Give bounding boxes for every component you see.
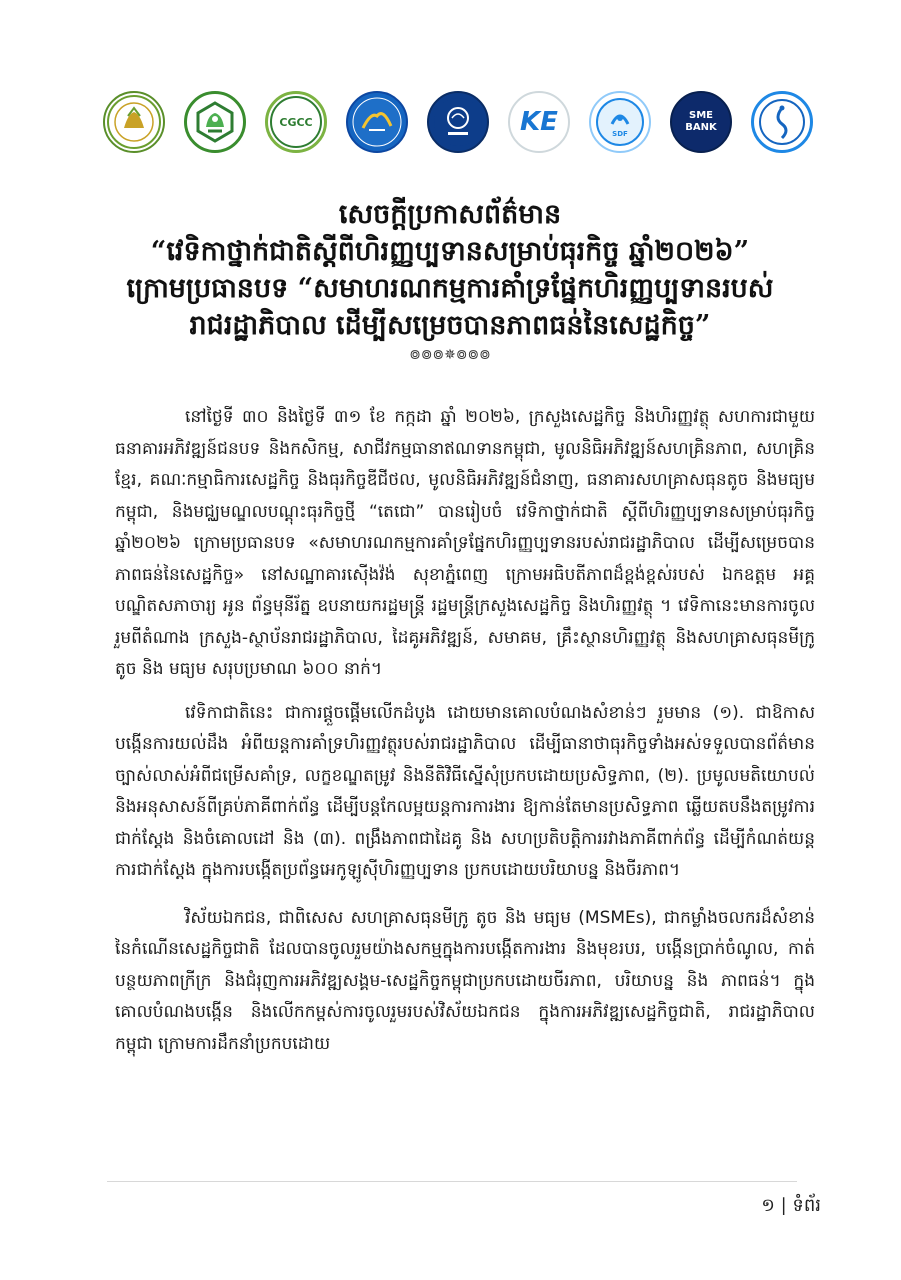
ardb-logo — [184, 91, 246, 153]
sme-bank-logo — [670, 91, 732, 153]
title-ornament: ៙៙៙✵៙៙៙ — [409, 347, 491, 363]
title-line-1: សេចក្តីប្រកាសព័ត៌មាន — [338, 199, 562, 230]
partner-logos-row — [103, 86, 813, 158]
sme-bank-logo-text: SME BANK — [685, 110, 717, 133]
ke-logo-text: KE — [520, 107, 558, 137]
title-line-3: ក្រោមប្រធានបទ “សមាហរណកម្មការគាំទ្រផ្នែកហិរញ្ញប្បទានរបស់ — [126, 273, 774, 304]
skills-development-fund-logo — [589, 91, 651, 153]
press-release-body — [115, 402, 815, 1072]
page-number: ១ | ទំព័រ — [761, 1195, 821, 1216]
title-line-4: រាជរដ្ឋាភិបាល ដើម្បីសម្រេចបានភាពធន់នៃសេដ្ឋកិច្ច” — [189, 310, 711, 341]
cgcc-logo — [265, 91, 327, 153]
techo-startup-center-logo — [751, 91, 813, 153]
ke-logo — [508, 91, 570, 153]
cgcc-logo-text: CGCC — [279, 115, 313, 129]
title-line-2: “វេទិកាថ្នាក់ជាតិស្តីពីហិរញ្ញប្បទានសម្រាប់ធុរកិច្ច ឆ្នាំ២០២៦” — [150, 236, 750, 267]
sme-fund-logo — [346, 91, 408, 153]
agriculture-development-logo — [427, 91, 489, 153]
paragraph-3: វិស័យឯកជន, ជាពិសេស សហគ្រាសធុនមីក្រូ តូច និង មធ្យម (MSMEs), ជាកម្លាំងចលករដ៏សំខាន់ នៃកំណើនសេដ្ឋកិច្ចជាតិ ដែលបានចូលរួមយ៉ាងសកម្មក្នុងការបង្កើតការងារ និងមុខរបរ, បង្កើនប្រាក់ចំណូល, កាត់បន្ថយភាពក្រីក្រ និងជំរុញការអភិវឌ្ឍសង្គម-សេដ្ឋកិច្ចកម្ពុជាប្រកបដោយចីរភាព, បរិយាបន្ន និង ភាពធន់។ ក្នុងគោលបំណងបង្កើន និងលើកកម្ពស់ការចូលរួមរបស់វិស័យឯកជន ក្នុងការអភិវឌ្ឍសេដ្ឋកិច្ចជាតិ, រាជរដ្ឋាភិបាលកម្ពុជា ក្រោមការដឹកនាំប្រកបដោយ — [115, 907, 815, 1054]
press-release-title — [60, 196, 840, 366]
svg-text:SDF: SDF — [612, 130, 628, 138]
paragraph-2: វេទិកាជាតិនេះ ជាការផ្តួចផ្តើមលើកដំបូង ដោយមានគោលបំណងសំខាន់ៗ រួមមាន (១). ជាឱកាសបង្កើនការយល់ដឹង អំពីយន្តការគាំទ្រហិរញ្ញវត្ថុរបស់រាជរដ្ឋាភិបាល ដើម្បីធានាថាធុរកិច្ចទាំងអស់ទទួលបានព័ត៌មានច្បាស់លាស់អំពីជម្រើសគាំទ្រ, លក្ខខណ្ឌតម្រូវ និងនីតិវិធីស្នើសុំប្រកបដោយប្រសិទ្ធភាព, (២). ប្រមូលមតិយោបល់ និងអនុសាសន៍ពីគ្រប់ភាគីពាក់ព័ន្ធ ដើម្បីបន្តកែលម្អយន្តការការងារ ឱ្យកាន់តែមានប្រសិទ្ធភាព ឆ្លើយតបនឹងតម្រូវការជាក់ស្តែង និងចំគោលដៅ និង (៣). ពង្រឹងភាពជាដៃគូ និង សហប្រតិបត្តិការរវាងភាគីពាក់ព័ន្ធ ដើម្បីកំណត់យន្តការជាក់ស្តែង ក្នុងការបង្កើតប្រព័ន្ធអេកូឡូស៊ីហិរញ្ញប្បទាន ប្រកបដោយបរិយាបន្ន និងចីរភាព។ — [115, 702, 815, 880]
paragraph-1: នៅថ្ងៃទី ៣០ និងថ្ងៃទី ៣១ ខែ កក្កដា ឆ្នាំ ២០២៦, ក្រសួងសេដ្ឋកិច្ច និងហិរញ្ញវត្ថុ សហការជាមួយ ធនាគារអភិវឌ្ឍន៍ជនបទ និងកសិកម្ម, សាជីវកម្មធានាឥណទានកម្ពុជា, មូលនិធិអភិវឌ្ឍន៍សហគ្រិនភាព, សហគ្រិនខ្មែរ, គណៈកម្មាធិការសេដ្ឋកិច្ច និងធុរកិច្ចឌីជីថល, មូលនិធិអភិវឌ្ឍន៍ជំនាញ, ធនាគារសហគ្រាសធុនតូច និងមធ្យមកម្ពុជា, និងមជ្ឈមណ្ឌលបណ្តុះធុរកិច្ចថ្មី “តេជោ” បានរៀបចំ វេទិកាថ្នាក់ជាតិ ស្តីពីហិរញ្ញប្បទានសម្រាប់ធុរកិច្ច ឆ្នាំ២០២៦ ក្រោមប្រធានបទ «សមាហរណកម្មការគាំទ្រផ្នែកហិរញ្ញប្បទានរបស់រាជរដ្ឋាភិបាល ដើម្បីសម្រេចបានភាពធន់នៃសេដ្ឋកិច្ច» នៅសណ្ឋាគារស៊ើងវ៉ង់ សុខាភ្នំពេញ ក្រោមអធិបតីភាពដ៏ខ្ពង់ខ្ពស់របស់ ឯកឧត្តម អគ្គបណ្ឌិតសភាចារ្យ អូន ព័ន្ធមុនីរ័ត្ន ឧបនាយករដ្ឋមន្ត្រី រដ្ឋមន្ត្រីក្រសួងសេដ្ឋកិច្ច និងហិរញ្ញវត្ថុ ។ វេទិកានេះមានការចូលរួមពីតំណាង ក្រសួង-ស្ថាប័នរាជរដ្ឋាភិបាល, ដៃគូអភិវឌ្ឍន៍, សមាគម, គ្រឹះស្ថានហិរញ្ញវត្ថុ និងសហគ្រាសធុនមីក្រូ តូច និង មធ្យម សរុបប្រមាណ ៦០០ នាក់។ — [115, 407, 815, 679]
footer-divider — [107, 1181, 797, 1182]
ministry-economy-finance-logo — [103, 91, 165, 153]
